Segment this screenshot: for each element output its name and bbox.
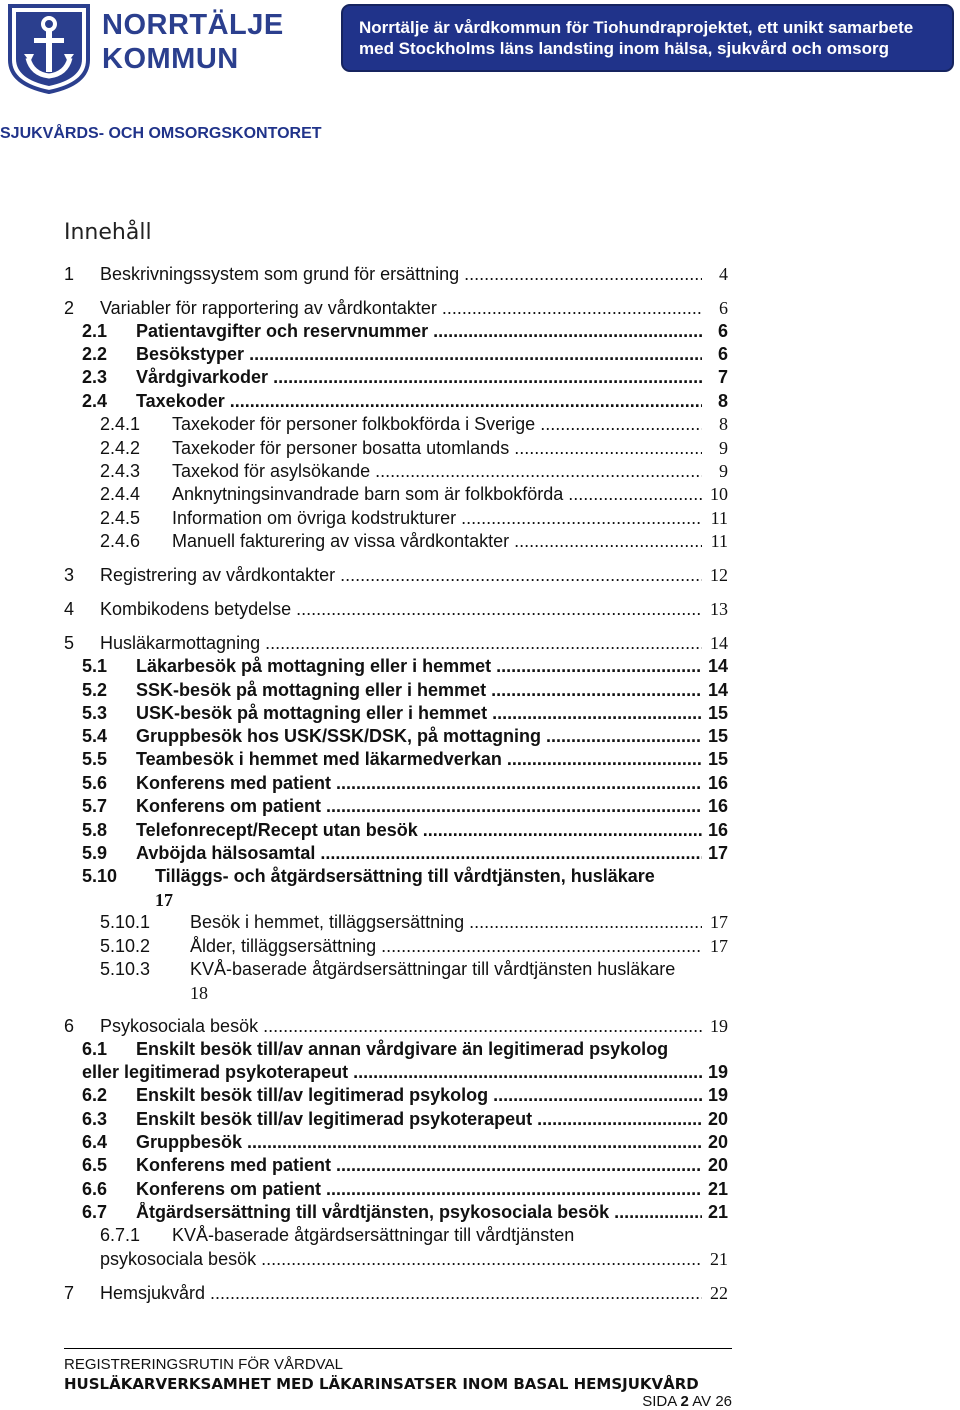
toc-entry-continuation — [0, 1062, 960, 1086]
toc-entry-title: SSK-besök på mottagning eller i hemmet ..... — [136, 680, 702, 701]
toc-entry-page: 19 — [707, 1062, 728, 1082]
toc-entry-title: Vårdgivarkoder ..... — [136, 367, 702, 388]
toc-entry-page: 6 — [717, 344, 728, 364]
logo-line-1: NORRTÄLJE — [102, 9, 284, 41]
toc-entry-title: Psykosociala besök ..... — [100, 1016, 702, 1037]
toc-entry-page: 8 — [717, 391, 728, 411]
toc-entry-title: Taxekoder för personer folkbokförda i Sverige ..... — [172, 414, 702, 435]
toc-entry — [0, 391, 960, 415]
toc-entry — [0, 461, 960, 485]
toc-entry — [0, 565, 960, 589]
toc-entry — [0, 531, 960, 555]
toc-entry-title: KVÅ-baserade åtgärdsersättningar till vårdtjänsten husläkare — [190, 959, 676, 979]
toc-entry-number: 7 — [64, 1283, 75, 1303]
toc-entry-number: 2.2 — [82, 344, 108, 364]
toc-entry-number: 5.7 — [82, 796, 108, 816]
toc-entry-number: 2.4.3 — [100, 461, 141, 481]
toc-entry-page: 7 — [717, 367, 728, 387]
toc-entry-page: 15 — [707, 726, 728, 746]
toc-entry-number: 2.4.6 — [100, 531, 141, 551]
toc-entry-page: 15 — [707, 749, 728, 769]
toc-entry-number: 1 — [64, 264, 75, 284]
toc-entry-page: 16 — [707, 773, 728, 793]
toc-entry-number: 5.4 — [82, 726, 108, 746]
toc-entry-title: Patientavgifter och reservnummer ..... — [136, 321, 702, 342]
toc-entry-continuation — [0, 1249, 960, 1273]
toc-entry-page: 9 — [719, 438, 728, 458]
toc-entry-page: 16 — [707, 796, 728, 816]
toc-entry-number: 2.4.4 — [100, 484, 141, 504]
page-mid: AV — [692, 1393, 712, 1410]
toc-entry-title: Konferens om patient ..... — [136, 1179, 702, 1200]
toc-entry-title: Gruppbesök hos USK/SSK/DSK, på mottagning ..... — [136, 726, 702, 747]
toc-entry — [0, 912, 960, 936]
toc-entry — [0, 344, 960, 368]
toc-entry-number: 5.1 — [82, 656, 108, 676]
logo-wordmark — [102, 8, 284, 76]
toc-entry-title: Taxekoder ..... — [136, 391, 702, 412]
toc-entry — [0, 936, 960, 960]
toc-entry-title: Konferens om patient ..... — [136, 796, 702, 817]
municipality-logo — [6, 2, 284, 94]
toc-entry-number: 6.2 — [82, 1085, 108, 1105]
toc-entry-title: Anknytningsinvandrade barn som är folkbokförda ..... — [172, 484, 702, 505]
toc-entry-page: 11 — [710, 531, 728, 551]
toc-entry-number: 5.5 — [82, 749, 108, 769]
toc-entry-page: 20 — [707, 1155, 728, 1175]
toc-entry-number: 5 — [64, 633, 75, 653]
toc-entry-page: 17 — [155, 890, 173, 910]
toc-entry — [0, 1016, 960, 1040]
toc-entry-number: 6.7.1 — [100, 1225, 141, 1245]
toc-entry-page: 8 — [719, 414, 728, 434]
banner-line-2: med Stockholms läns landsting inom hälsa, sjukvård och omsorg — [359, 39, 889, 58]
toc-entry-number: 5.10.1 — [100, 912, 151, 932]
toc-title: Innehåll — [64, 220, 152, 245]
toc-entry-number: 6.1 — [82, 1039, 108, 1059]
toc-entry-number: 2.1 — [82, 321, 108, 341]
department-name: SJUKVÅRDS- OCH OMSORGSKONTORET — [0, 125, 322, 142]
toc-entry — [0, 1179, 960, 1203]
toc-entry-page: 11 — [710, 508, 728, 528]
toc-entry-title-line-2: psykosociala besök ..... — [100, 1249, 702, 1270]
toc-entry — [0, 633, 960, 657]
toc-entry-number: 3 — [64, 565, 75, 585]
toc-entry-page: 21 — [707, 1202, 728, 1222]
toc-entry-page: 19 — [710, 1016, 728, 1036]
page-total: 26 — [715, 1393, 732, 1410]
footer-divider — [64, 1348, 732, 1349]
toc-entry-number: 6.4 — [82, 1132, 108, 1152]
toc-entry-page: 14 — [707, 680, 728, 700]
toc-entry — [0, 484, 960, 508]
footer-line-2: HUSLÄKARVERKSAMHET MED LÄKARINSATSER INOM BASAL HEMSJUKVÅRD — [64, 1375, 699, 1393]
toc-entry-page: 10 — [710, 484, 728, 504]
toc-entry — [0, 749, 960, 773]
toc-entry-number: 5.6 — [82, 773, 108, 793]
toc-entry-number: 5.10 — [82, 866, 118, 886]
toc-entry-page: 22 — [710, 1283, 728, 1303]
toc-entry — [0, 773, 960, 797]
page-current: 2 — [680, 1393, 689, 1410]
toc-entry-title: Information om övriga kodstrukturer ..... — [172, 508, 702, 529]
toc-entry-page: 21 — [710, 1249, 728, 1269]
toc-entry-title: Enskilt besök till/av annan vårdgivare än legitimerad psykolog — [136, 1039, 669, 1059]
toc-entry-page: 6 — [717, 321, 728, 341]
toc-entry-title: Läkarbesök på mottagning eller i hemmet ..... — [136, 656, 702, 677]
page-number — [642, 1393, 732, 1410]
toc-entry-title: Beskrivningssystem som grund för ersättning ..... — [100, 264, 702, 285]
toc-entry-page: 6 — [719, 298, 728, 318]
page-prefix: SIDA — [642, 1393, 677, 1410]
toc-entry-title: Manuell fakturering av vissa vårdkontakter ..... — [172, 531, 702, 552]
toc-entry-number: 2.3 — [82, 367, 108, 387]
toc-entry — [0, 298, 960, 322]
toc-entry — [0, 726, 960, 750]
toc-entry — [0, 438, 960, 462]
toc-entry-title: Åtgärdsersättning till vårdtjänsten, psykosociala besök ..... — [136, 1202, 702, 1223]
toc-entry-page: 13 — [710, 599, 728, 619]
toc-entry — [0, 703, 960, 727]
toc-entry-number: 6.7 — [82, 1202, 108, 1222]
footer-line-1: REGISTRERINGSRUTIN FÖR VÅRDVAL — [64, 1356, 343, 1373]
toc-entry-page: 20 — [707, 1109, 728, 1129]
toc-entry — [0, 367, 960, 391]
toc-entry-number: 5.8 — [82, 820, 108, 840]
toc-entry-number: 2.4 — [82, 391, 108, 411]
toc-entry — [0, 820, 960, 844]
banner-line-1: Norrtälje är vårdkommun för Tiohundraprojektet, ett unikt samarbete — [359, 18, 914, 37]
logo-line-2: KOMMUN — [102, 43, 239, 75]
toc-entry — [0, 1132, 960, 1156]
toc-entry-number: 5.10.3 — [100, 959, 151, 979]
toc-entry-title: Taxekoder för personer bosatta utomlands ..... — [172, 438, 702, 459]
toc-entry — [0, 1085, 960, 1109]
toc-entry-page: 14 — [707, 656, 728, 676]
toc-entry-title: Husläkarmottagning ..... — [100, 633, 702, 654]
toc-entry-page: 12 — [710, 565, 728, 585]
toc-entry-page: 17 — [710, 936, 728, 956]
toc-entry — [0, 680, 960, 704]
toc-entry-page: 21 — [707, 1179, 728, 1199]
toc-entry-title: Telefonrecept/Recept utan besök ..... — [136, 820, 702, 841]
header-banner — [341, 4, 954, 72]
toc-entry-title: Konferens med patient ..... — [136, 773, 702, 794]
toc-entry-number: 4 — [64, 599, 75, 619]
toc-entry-page: 15 — [707, 703, 728, 723]
toc-entry-title: KVÅ-baserade åtgärdsersättningar till vårdtjänsten — [172, 1225, 575, 1245]
toc-entry-title: Kombikodens betydelse ..... — [100, 599, 702, 620]
toc-entry — [0, 843, 960, 867]
toc-entry-page: 9 — [719, 461, 728, 481]
toc-entry — [0, 656, 960, 680]
toc-entry — [0, 1155, 960, 1179]
toc-entry-page: 17 — [707, 843, 728, 863]
toc-entry-number: 2.4.1 — [100, 414, 141, 434]
toc-entry — [0, 599, 960, 623]
toc-entry-page: 19 — [707, 1085, 728, 1105]
toc-entry-page: 16 — [707, 820, 728, 840]
toc-entry-number: 5.3 — [82, 703, 108, 723]
toc-entry — [0, 796, 960, 820]
toc-entry-number: 5.9 — [82, 843, 108, 863]
toc-entry-title: Avböjda hälsosamtal ..... — [136, 843, 702, 864]
toc-entry-number: 5.10.2 — [100, 936, 151, 956]
toc-entry-title: Besökstyper ..... — [136, 344, 702, 365]
toc-entry-title: Taxekod för asylsökande ..... — [172, 461, 702, 482]
toc-entry — [0, 508, 960, 532]
toc-entry-title: Enskilt besök till/av legitimerad psykoterapeut ..... — [136, 1109, 702, 1130]
toc-entry-title: Besök i hemmet, tilläggsersättning ..... — [190, 912, 702, 933]
toc-entry-number: 6 — [64, 1016, 75, 1036]
toc-entry-title: Tilläggs- och åtgärdsersättning till vårdtjänsten, husläkare — [155, 866, 655, 886]
toc-entry-title: Konferens med patient ..... — [136, 1155, 702, 1176]
toc-entry-page: 18 — [190, 983, 208, 1003]
toc-entry-page: 20 — [707, 1132, 728, 1152]
toc-entry-title: Ålder, tilläggsersättning ..... — [190, 936, 702, 957]
toc-entry-page: 17 — [710, 912, 728, 932]
toc-entry-number: 6.5 — [82, 1155, 108, 1175]
toc-entry-title: Gruppbesök ..... — [136, 1132, 702, 1153]
toc-entry — [0, 414, 960, 438]
toc-entry-title-line-2: eller legitimerad psykoterapeut ..... — [82, 1062, 702, 1083]
toc-entry-number: 6.6 — [82, 1179, 108, 1199]
toc-entry-number: 2.4.2 — [100, 438, 141, 458]
toc-entry-title: Variabler för rapportering av vårdkontakter ..... — [100, 298, 702, 319]
toc-entry-title: Registrering av vårdkontakter ..... — [100, 565, 702, 586]
toc-entry-title: Hemsjukvård ..... — [100, 1283, 702, 1304]
toc-entry-title: USK-besök på mottagning eller i hemmet ..... — [136, 703, 702, 724]
toc-entry-number: 5.2 — [82, 680, 108, 700]
toc-entry-page: 4 — [719, 264, 728, 284]
anchor-shield-icon — [6, 2, 92, 94]
toc-entry — [0, 321, 960, 345]
toc-entry-number: 2 — [64, 298, 75, 318]
toc-entry — [0, 1202, 960, 1226]
toc-entry-number: 2.4.5 — [100, 508, 141, 528]
toc-entry-title: Teambesök i hemmet med läkarmedverkan ..... — [136, 749, 702, 770]
toc-entry-title: Enskilt besök till/av legitimerad psykolog ..... — [136, 1085, 702, 1106]
toc-entry — [0, 264, 960, 288]
toc-entry-page: 14 — [710, 633, 728, 653]
toc-entry — [0, 1283, 960, 1307]
toc-entry-number: 6.3 — [82, 1109, 108, 1129]
toc-entry — [0, 1109, 960, 1133]
